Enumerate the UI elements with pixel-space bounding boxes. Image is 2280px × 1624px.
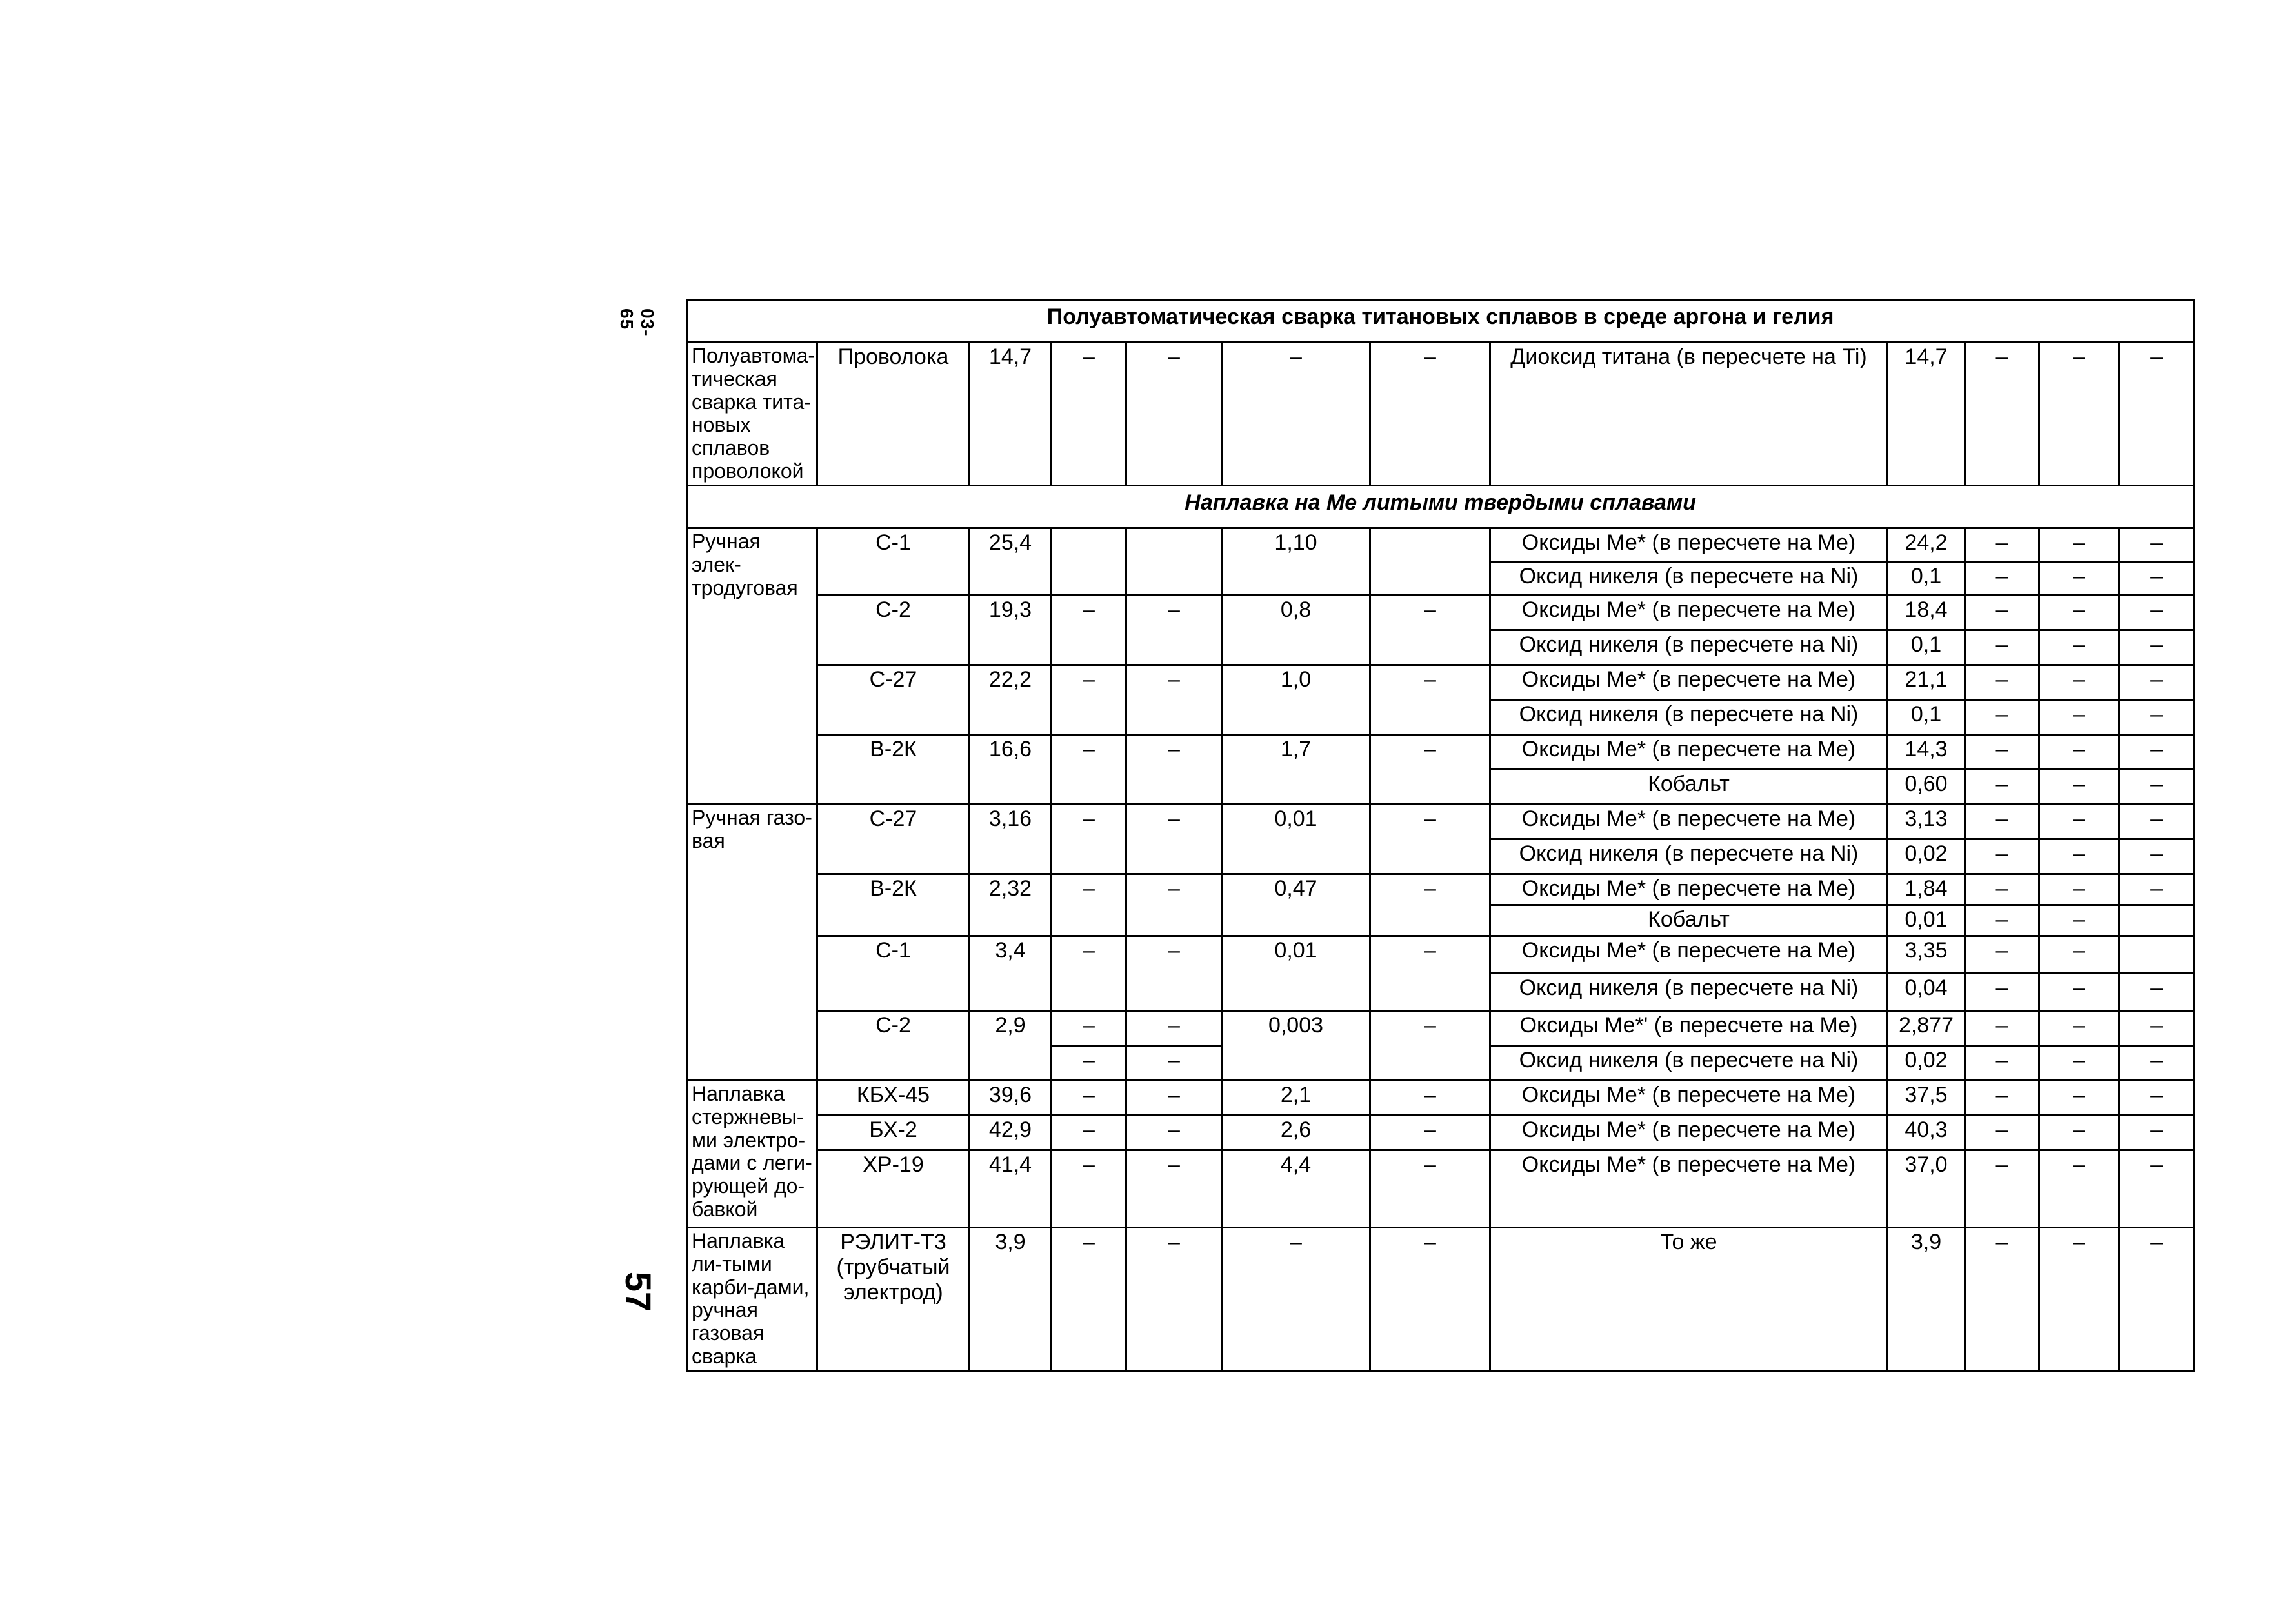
process-cell: Наплавка стержневы-ми электро-дами с леги-рующей до-бавкой: [687, 1080, 817, 1227]
dash-cell: –: [1370, 1080, 1490, 1115]
dash-cell: –: [1965, 1150, 2039, 1227]
value-cell: 41,4: [970, 1150, 1052, 1227]
dash-cell: –: [2119, 1115, 2194, 1150]
dash-cell: –: [2119, 1227, 2194, 1370]
material-cell: В-2К: [817, 734, 970, 804]
dash-cell: –: [2039, 936, 2119, 973]
dash-cell: –: [1126, 1115, 1222, 1150]
process-cell: Ручная газо-вая: [687, 804, 817, 1080]
dash-cell: –: [1370, 1115, 1490, 1150]
material-cell: С-1: [817, 936, 970, 1010]
value-cell: 2,32: [970, 874, 1052, 936]
value-cell: 3,9: [970, 1227, 1052, 1370]
empty-cell: [2119, 905, 2194, 936]
dash-cell: –: [2119, 665, 2194, 699]
table-row: [687, 528, 2194, 561]
dash-cell: –: [2039, 973, 2119, 1010]
substance-value-cell: 40,3: [1888, 1115, 1965, 1150]
dash-cell: –: [1126, 1010, 1222, 1045]
substance-cell: То же: [1490, 1227, 1888, 1370]
substance-value-cell: 1,84: [1888, 874, 1965, 905]
table-row: [687, 1010, 2194, 1045]
dash-cell: –: [1370, 595, 1490, 665]
substance-value-cell: 0,60: [1888, 769, 1965, 804]
substance-value-cell: 24,2: [1888, 528, 1965, 561]
substance-cell: Диоксид титана (в пересчете на Ti): [1490, 343, 1888, 486]
dash-cell: –: [2039, 528, 2119, 561]
dash-cell: –: [1965, 1010, 2039, 1045]
table-row: [687, 595, 2194, 630]
value-cell: 0,01: [1222, 936, 1370, 1010]
substance-value-cell: 0,02: [1888, 1045, 1965, 1080]
dash-cell: –: [1965, 630, 2039, 665]
dash-cell: –: [2039, 734, 2119, 769]
dash-cell: –: [1965, 874, 2039, 905]
dash-cell: –: [2119, 1045, 2194, 1080]
substance-value-cell: 14,7: [1888, 343, 1965, 486]
value-cell: 2,1: [1222, 1080, 1370, 1115]
dash-cell: –: [1965, 665, 2039, 699]
material-cell: БХ-2: [817, 1115, 970, 1150]
dash-cell: –: [1052, 1080, 1126, 1115]
section-title: Наплавка на Ме литыми твердыми сплавами: [687, 485, 2194, 528]
table-row: [687, 1150, 2194, 1227]
dash-cell: –: [2039, 1227, 2119, 1370]
material-cell: С-2: [817, 595, 970, 665]
substance-cell: Оксиды Ме* (в пересчете на Ме): [1490, 804, 1888, 839]
dash-cell: –: [1052, 936, 1126, 1010]
dash-cell: –: [2119, 630, 2194, 665]
dash-cell: –: [1222, 343, 1370, 486]
dash-cell: –: [2039, 630, 2119, 665]
dash-cell: –: [1965, 343, 2039, 486]
empty-cell: [1370, 528, 1490, 595]
dash-cell: –: [1126, 1227, 1222, 1370]
value-cell: 39,6: [970, 1080, 1052, 1115]
dash-cell: –: [1965, 1115, 2039, 1150]
dash-cell: –: [2119, 839, 2194, 874]
value-cell: 3,4: [970, 936, 1052, 1010]
table-row: [687, 1115, 2194, 1150]
material-cell: С-27: [817, 665, 970, 734]
substance-value-cell: 14,3: [1888, 734, 1965, 769]
dash-cell: –: [2039, 1150, 2119, 1227]
dash-cell: –: [1370, 1150, 1490, 1227]
dash-cell: –: [1052, 734, 1126, 804]
dash-cell: –: [2039, 839, 2119, 874]
substance-cell: Оксид никеля (в пересчете на Ni): [1490, 630, 1888, 665]
material-cell: С-2: [817, 1010, 970, 1080]
value-cell: 2,9: [970, 1010, 1052, 1080]
substance-value-cell: 21,1: [1888, 665, 1965, 699]
value-cell: 4,4: [1222, 1150, 1370, 1227]
dash-cell: –: [2039, 1010, 2119, 1045]
value-cell: 19,3: [970, 595, 1052, 665]
substance-cell: Оксиды Ме* (в пересчете на Ме): [1490, 665, 1888, 699]
substance-value-cell: 37,0: [1888, 1150, 1965, 1227]
dash-cell: –: [1126, 734, 1222, 804]
dash-cell: –: [2119, 769, 2194, 804]
substance-value-cell: 0,01: [1888, 905, 1965, 936]
dash-cell: –: [2119, 1150, 2194, 1227]
value-cell: 42,9: [970, 1115, 1052, 1150]
value-cell: 0,003: [1222, 1010, 1370, 1080]
process-cell: Наплавка ли-тыми карби-дами, ручная газовая сварка: [687, 1227, 817, 1370]
substance-cell: Оксид никеля (в пересчете на Ni): [1490, 973, 1888, 1010]
dash-cell: –: [1965, 1045, 2039, 1080]
material-cell: РЭЛИТ-Т3 (трубчатый электрод): [817, 1227, 970, 1370]
dash-cell: –: [1965, 769, 2039, 804]
dash-cell: –: [2039, 343, 2119, 486]
substance-cell: Оксиды Ме* (в пересчете на Ме): [1490, 1115, 1888, 1150]
table-row: [687, 1080, 2194, 1115]
dash-cell: –: [1370, 734, 1490, 804]
dash-cell: –: [2119, 734, 2194, 769]
dash-cell: –: [2119, 1010, 2194, 1045]
dash-cell: –: [1052, 665, 1126, 734]
dash-cell: –: [1052, 343, 1126, 486]
process-cell: Полуавтома-тическая сварка тита-новых сплавов проволокой: [687, 343, 817, 486]
table-row: [687, 874, 2194, 905]
substance-value-cell: 2,877: [1888, 1010, 1965, 1045]
dash-cell: –: [1052, 874, 1126, 936]
dash-cell: –: [1965, 1080, 2039, 1115]
dash-cell: –: [2039, 699, 2119, 734]
dash-cell: –: [2119, 973, 2194, 1010]
dash-cell: –: [1965, 699, 2039, 734]
value-cell: 16,6: [970, 734, 1052, 804]
substance-value-cell: 0,04: [1888, 973, 1965, 1010]
material-cell: Проволока: [817, 343, 970, 486]
dash-cell: –: [2039, 561, 2119, 595]
substance-value-cell: 0,1: [1888, 561, 1965, 595]
dash-cell: –: [2119, 528, 2194, 561]
page-number: 57: [618, 1271, 659, 1312]
material-cell: ХР-19: [817, 1150, 970, 1227]
dash-cell: –: [1965, 804, 2039, 839]
dash-cell: –: [2119, 595, 2194, 630]
dash-cell: –: [2039, 874, 2119, 905]
value-cell: 2,6: [1222, 1115, 1370, 1150]
substance-cell: Оксиды Ме*' (в пересчете на Ме): [1490, 1010, 1888, 1045]
dash-cell: –: [1965, 528, 2039, 561]
value-cell: 1,7: [1222, 734, 1370, 804]
material-cell: КБХ-45: [817, 1080, 970, 1115]
table-row: [687, 734, 2194, 769]
dash-cell: –: [2119, 343, 2194, 486]
table-row: [687, 343, 2194, 486]
substance-cell: Оксид никеля (в пересчете на Ni): [1490, 839, 1888, 874]
table-row: [687, 665, 2194, 699]
dash-cell: –: [1052, 1227, 1126, 1370]
table-row: [687, 1227, 2194, 1370]
dash-cell: –: [1126, 1080, 1222, 1115]
dash-cell: –: [1370, 1010, 1490, 1080]
dash-cell: –: [1126, 343, 1222, 486]
dash-cell: –: [1126, 1045, 1222, 1080]
dash-cell: –: [2039, 905, 2119, 936]
substance-value-cell: 0,1: [1888, 630, 1965, 665]
dash-cell: –: [2039, 1115, 2119, 1150]
dash-cell: –: [1222, 1227, 1370, 1370]
substance-value-cell: 0,02: [1888, 839, 1965, 874]
value-cell: 22,2: [970, 665, 1052, 734]
empty-cell: [1126, 528, 1222, 595]
substance-cell: Оксиды Ме* (в пересчете на Ме): [1490, 1080, 1888, 1115]
process-cell: Ручная элек-тродуговая: [687, 528, 817, 804]
dash-cell: –: [2119, 804, 2194, 839]
dash-cell: –: [1965, 1227, 2039, 1370]
substance-value-cell: 3,35: [1888, 936, 1965, 973]
dash-cell: –: [1965, 839, 2039, 874]
dash-cell: –: [1370, 343, 1490, 486]
substance-cell: Оксиды Ме* (в пересчете на Ме): [1490, 874, 1888, 905]
dash-cell: –: [2119, 874, 2194, 905]
dash-cell: –: [2039, 804, 2119, 839]
table-row: [687, 936, 2194, 973]
value-cell: 0,01: [1222, 804, 1370, 874]
value-cell: 25,4: [970, 528, 1052, 595]
dash-cell: –: [2039, 1045, 2119, 1080]
emissions-table: [686, 299, 2195, 1372]
value-cell: 3,16: [970, 804, 1052, 874]
dash-cell: –: [2039, 769, 2119, 804]
substance-cell: Кобальт: [1490, 769, 1888, 804]
dash-cell: –: [1370, 804, 1490, 874]
dash-cell: –: [1052, 1045, 1126, 1080]
dash-cell: –: [1052, 595, 1126, 665]
substance-cell: Оксид никеля (в пересчете на Ni): [1490, 561, 1888, 595]
empty-cell: [1052, 528, 1126, 595]
dash-cell: –: [1126, 665, 1222, 734]
dash-cell: –: [1126, 1150, 1222, 1227]
dash-cell: –: [1965, 595, 2039, 630]
dash-cell: –: [1370, 1227, 1490, 1370]
dash-cell: –: [1370, 936, 1490, 1010]
value-cell: 1,10: [1222, 528, 1370, 595]
material-cell: С-1: [817, 528, 970, 595]
substance-value-cell: 37,5: [1888, 1080, 1965, 1115]
substance-cell: Оксид никеля (в пересчете на Ni): [1490, 699, 1888, 734]
dash-cell: –: [1126, 804, 1222, 874]
dash-cell: –: [1052, 804, 1126, 874]
dash-cell: –: [1370, 665, 1490, 734]
dash-cell: –: [2119, 1080, 2194, 1115]
material-cell: В-2К: [817, 874, 970, 936]
section-header-row: [687, 485, 2194, 528]
substance-value-cell: 18,4: [1888, 595, 1965, 630]
dash-cell: –: [1965, 973, 2039, 1010]
dash-cell: –: [1965, 905, 2039, 936]
substance-cell: Оксид никеля (в пересчете на Ni): [1490, 1045, 1888, 1080]
value-cell: 0,8: [1222, 595, 1370, 665]
table-row: [687, 804, 2194, 839]
substance-cell: Оксиды Ме* (в пересчете на Ме): [1490, 1150, 1888, 1227]
substance-value-cell: 3,9: [1888, 1227, 1965, 1370]
dash-cell: –: [1370, 874, 1490, 936]
substance-value-cell: 3,13: [1888, 804, 1965, 839]
empty-cell: [2119, 936, 2194, 973]
dash-cell: –: [1052, 1010, 1126, 1045]
document-code: 03-65: [617, 308, 657, 337]
section-title: Полуавтоматическая сварка титановых сплавов в среде аргона и гелия: [687, 300, 2194, 343]
value-cell: 14,7: [970, 343, 1052, 486]
dash-cell: –: [2039, 595, 2119, 630]
dash-cell: –: [1126, 874, 1222, 936]
dash-cell: –: [1965, 734, 2039, 769]
dash-cell: –: [2119, 561, 2194, 595]
dash-cell: –: [1126, 595, 1222, 665]
substance-cell: Оксиды Ме* (в пересчете на Ме): [1490, 734, 1888, 769]
dash-cell: –: [1052, 1150, 1126, 1227]
dash-cell: –: [1126, 936, 1222, 1010]
dash-cell: –: [2039, 1080, 2119, 1115]
dash-cell: –: [1965, 561, 2039, 595]
substance-cell: Кобальт: [1490, 905, 1888, 936]
material-cell: С-27: [817, 804, 970, 874]
substance-cell: Оксиды Ме* (в пересчете на Ме): [1490, 528, 1888, 561]
substance-cell: Оксиды Ме* (в пересчете на Ме): [1490, 936, 1888, 973]
dash-cell: –: [2119, 699, 2194, 734]
section-header-row: [687, 300, 2194, 343]
value-cell: 1,0: [1222, 665, 1370, 734]
dash-cell: –: [2039, 665, 2119, 699]
substance-cell: Оксиды Ме* (в пересчете на Ме): [1490, 595, 1888, 630]
dash-cell: –: [1052, 1115, 1126, 1150]
dash-cell: –: [1965, 936, 2039, 973]
value-cell: 0,47: [1222, 874, 1370, 936]
substance-value-cell: 0,1: [1888, 699, 1965, 734]
